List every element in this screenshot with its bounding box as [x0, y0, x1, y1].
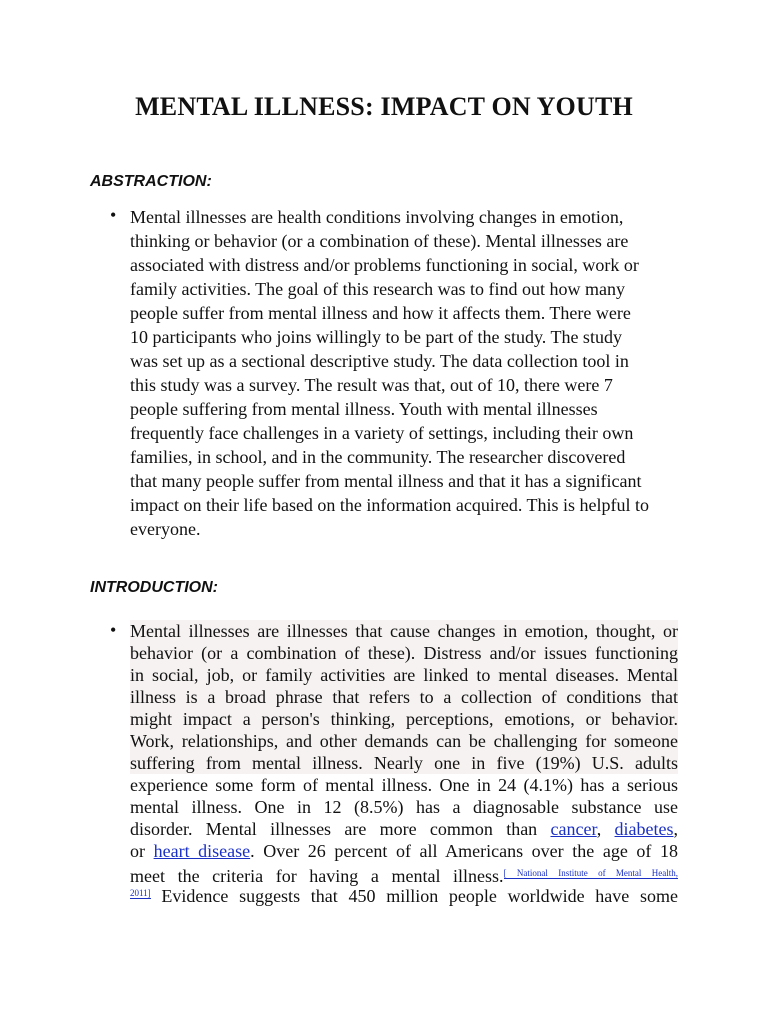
text-line: [130, 642, 678, 664]
text-segment: suffering from mental illness. Nearly one in five (19%) U.S. adults: [130, 753, 678, 773]
text-line: family activities. The goal of this research was to find out how many: [130, 279, 626, 299]
text-line: that many people suffer from mental illness and that it has a significant: [130, 471, 642, 491]
link-diabetes[interactable]: diabetes: [614, 819, 674, 839]
text-line: [130, 664, 678, 686]
text-segment: meet the criteria for having a mental illness.: [130, 866, 504, 886]
text-segment: behavior (or a combination of these). Distress and/or issues functioning: [130, 643, 678, 663]
text-line: [130, 730, 678, 752]
text-segment: might impact a person's thinking, perceptions, emotions, or behavior.: [130, 709, 678, 729]
text-segment: or: [130, 841, 154, 861]
text-line: people suffer from mental illness and how it affects them. There were: [130, 303, 631, 323]
text-segment: ,: [673, 819, 678, 839]
text-line: was set up as a sectional descriptive study. The data collection tool in: [130, 351, 629, 371]
bullet-icon: •: [110, 620, 117, 640]
text-line: [130, 882, 678, 906]
text-line: this study was a survey. The result was that, out of 10, there were 7: [130, 375, 613, 395]
text-line: [130, 796, 678, 818]
text-line: [130, 752, 678, 774]
text-line: [130, 862, 678, 886]
text-segment: Evidence suggests that 450 million people worldwide have some: [150, 886, 678, 906]
text-segment: Work, relationships, and other demands can be challenging for someone: [130, 731, 678, 751]
text-line: [130, 686, 678, 708]
link-cancer[interactable]: cancer: [550, 819, 597, 839]
text-line: families, in school, and in the community. The researcher discovered: [130, 447, 626, 467]
text-segment: in social, job, or family activities are linked to mental diseases. Mental: [130, 665, 678, 685]
text-line: associated with distress and/or problems functioning in social, work or: [130, 255, 639, 275]
text-segment: mental illness. One in 12 (8.5%) has a diagnosable substance use: [130, 797, 678, 817]
text-line: [130, 708, 678, 730]
abstraction-paragraph: [130, 205, 649, 541]
text-line: [130, 840, 678, 862]
bullet-icon: •: [110, 205, 117, 225]
link-heart-disease[interactable]: heart disease: [153, 841, 251, 861]
text-line: Mental illnesses are health conditions involving changes in emotion,: [130, 207, 624, 227]
text-segment: illness is a broad phrase that refers to a collection of conditions that: [130, 687, 678, 707]
document-title: MENTAL ILLNESS: IMPACT ON YOUTH: [135, 92, 633, 121]
text-segment: experience some form of mental illness. One in 24 (4.1%) has a serious: [130, 775, 678, 795]
text-line: [130, 620, 678, 642]
citation-link[interactable]: [ National Institute of Mental Health,: [503, 868, 678, 878]
abstraction-heading: ABSTRACTION:: [90, 173, 212, 190]
text-line: frequently face challenges in a variety of settings, including their own: [130, 423, 634, 443]
text-line: people suffering from mental illness. Youth with mental illnesses: [130, 399, 598, 419]
introduction-paragraph: [130, 620, 678, 906]
text-segment: disorder. Mental illnesses are more common than: [130, 819, 551, 839]
text-segment: Mental illnesses are illnesses that cause changes in emotion, thought, or: [130, 621, 678, 641]
text-line: impact on their life based on the information acquired. This is helpful to: [130, 495, 650, 515]
text-line: [130, 818, 678, 840]
text-segment: ,: [596, 819, 615, 839]
text-segment: . Over 26 percent of all Americans over the age of 18: [250, 841, 678, 861]
text-line: everyone.: [130, 519, 201, 539]
text-line: 10 participants who joins willingly to be part of the study. The study: [130, 327, 622, 347]
introduction-heading: INTRODUCTION:: [90, 579, 218, 596]
text-line: [130, 774, 678, 796]
text-line: thinking or behavior (or a combination of these). Mental illnesses are: [130, 231, 629, 251]
citation-link[interactable]: 2011]: [130, 888, 151, 898]
